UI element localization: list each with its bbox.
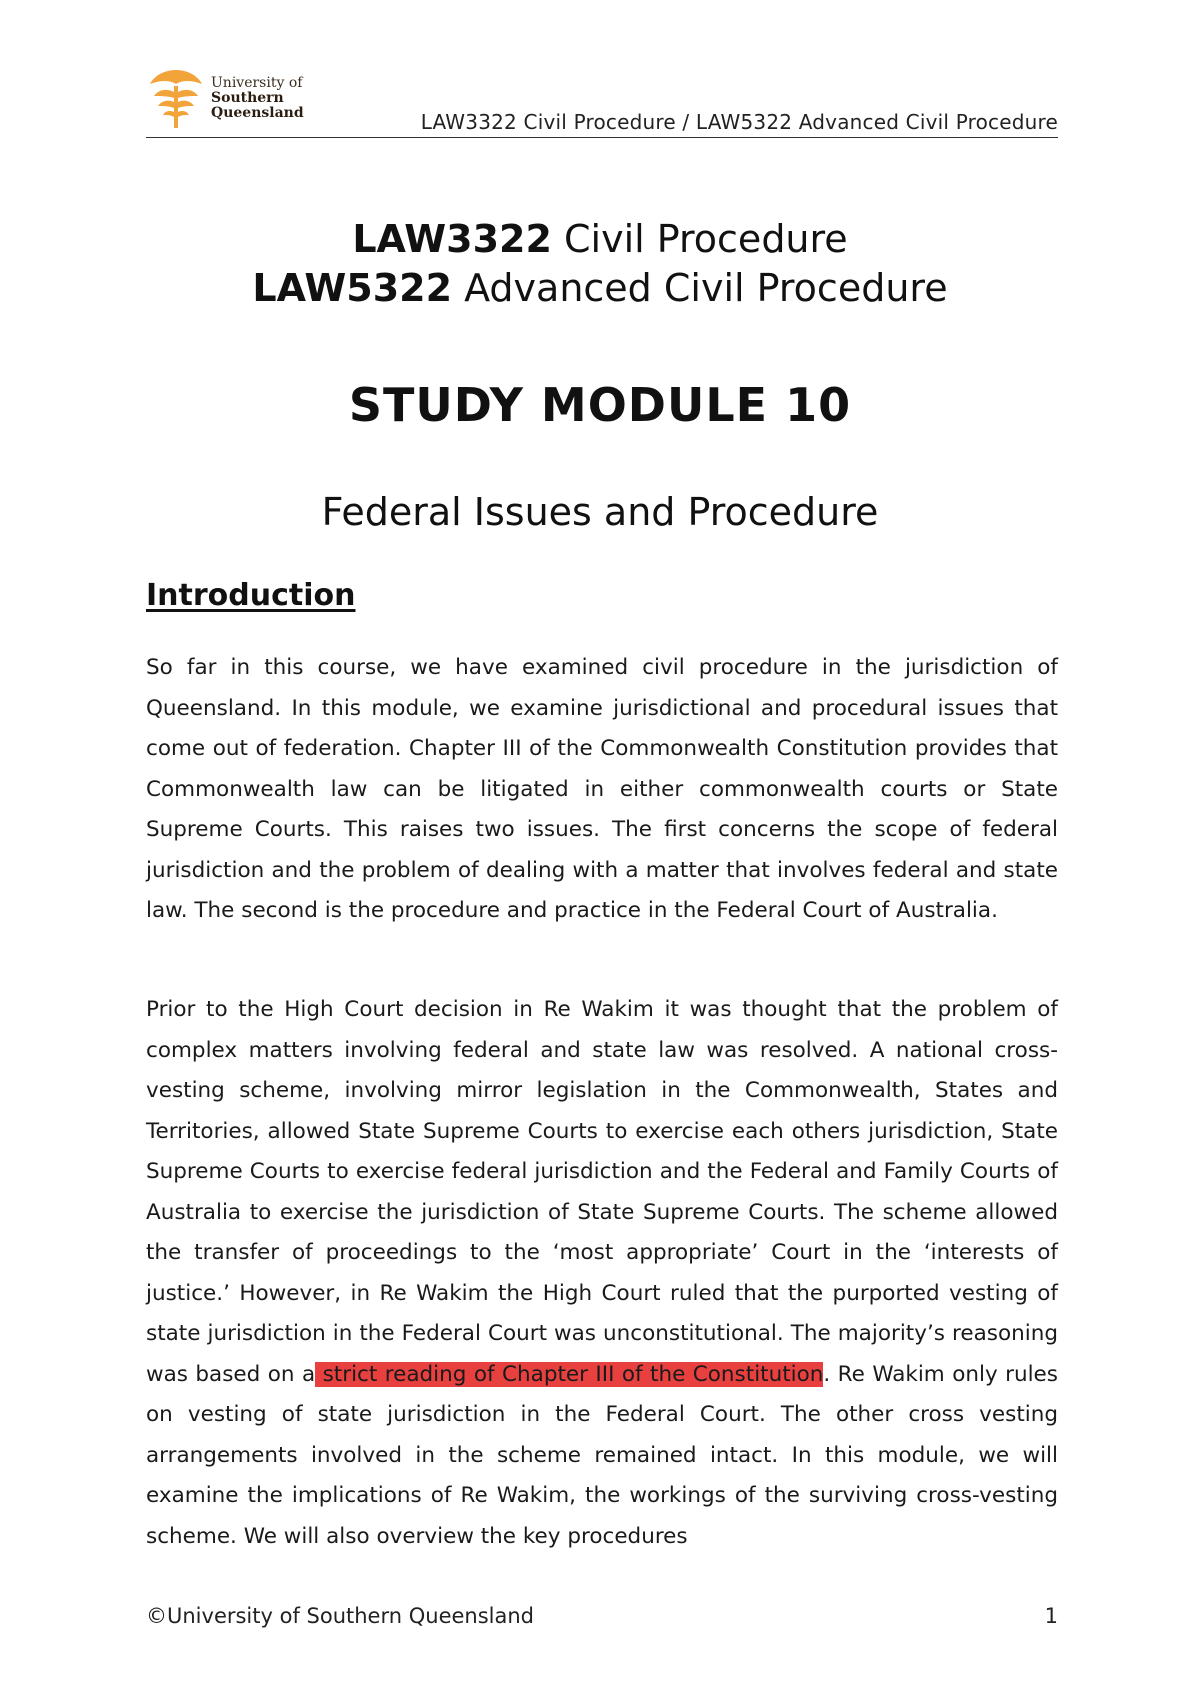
- course-code-1: LAW3322: [352, 217, 552, 261]
- module-title: STUDY MODULE 10: [348, 378, 852, 432]
- running-header-title: LAW3322 Civil Procedure / LAW5322 Advanced Civil Procedure: [420, 110, 1058, 134]
- university-logo: [146, 66, 306, 132]
- paragraph-2-text-before: Prior to the High Court decision in Re Wakim it was thought that the problem of complex matters involving federal and state law was resolved. A national cross-vesting scheme, involving mirror legislation in the Commonwealth, States and Territories, allowed State Supreme Courts to exercise each others jurisdiction, State Supreme Courts to exercise federal jurisdiction and the Federal and Family Courts of Australia to exercise the jurisdiction of State Supreme Courts. The scheme allowed the transfer of proceedings to the ‘most appropriate’ Court in the ‘interests of justice.’ However, in Re Wakim the High Court ruled that the purported vesting of state jurisdiction in the Federal Court was unconstitutional. The majority’s reasoning was based on a: [146, 997, 1058, 1387]
- paragraph-1: So far in this course, we have examined civil procedure in the jurisdiction of Queensland. In this module, we examine jurisdictional and procedural issues that come out of federation. Chapter III of the Commonwealth Constitution provides that Commonwealth law can be litigated in either commonwealth courts or State Supreme Courts. This raises two issues. The first concerns the scope of federal jurisdiction and the problem of dealing with a matter that involves federal and state law. The second is the procedure and practice in the Federal Court of Australia.: [146, 655, 1058, 923]
- paragraph-2-text-after: . Re Wakim only rules on vesting of state jurisdiction in the Federal Court. The other cross vesting arrangements involved in the scheme remained intact. In this module, we will examine the implications of Re Wakim, the workings of the surviving cross-vesting scheme. We will also overview the key procedures: [146, 1361, 1058, 1549]
- course-name-1: Civil Procedure: [551, 217, 848, 261]
- paragraph-2: [146, 990, 1058, 1557]
- footer-copyright: ©University of Southern Queensland: [146, 1604, 534, 1628]
- logo-line-3: Queensland: [211, 105, 304, 121]
- highlighted-text: strict reading of Chapter III of the Constitution: [315, 1361, 824, 1387]
- course-name-2: Advanced Civil Procedure: [452, 266, 948, 310]
- section-heading: Introduction: [146, 578, 356, 613]
- page-number: 1: [1044, 1604, 1058, 1628]
- logo-tree-icon: [146, 66, 206, 132]
- course-title-2: [0, 266, 1200, 310]
- course-title-1: [0, 217, 1200, 261]
- module-subtitle: Federal Issues and Procedure: [321, 490, 879, 534]
- logo-line-1: University of: [211, 75, 303, 91]
- header-divider: [146, 137, 1058, 138]
- logo-line-2: Southern: [211, 90, 284, 106]
- course-code-2: LAW5322: [252, 266, 453, 310]
